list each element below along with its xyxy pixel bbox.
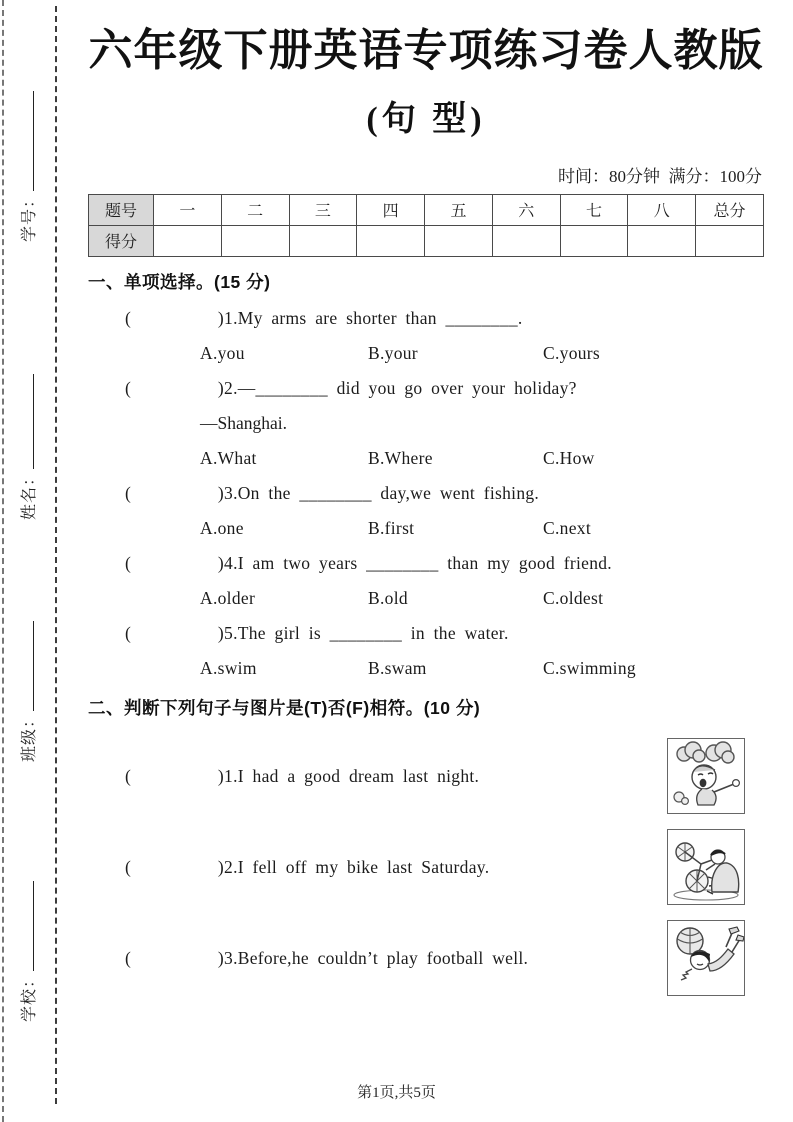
question-row-2 — [125, 377, 764, 399]
question-row-5 — [125, 622, 764, 644]
score-table-score-row — [89, 225, 764, 256]
tf-question-3 — [125, 947, 667, 969]
student-name-label: 姓名： — [21, 468, 38, 520]
class-label: 班级： — [21, 710, 38, 762]
student-id-field — [16, 91, 39, 242]
options-row-1 — [200, 342, 764, 364]
option-a: A.you — [200, 342, 245, 363]
class-field — [16, 621, 39, 762]
option-b: B.first — [368, 517, 415, 538]
option-c: C.oldest — [543, 587, 604, 608]
ball-boy-illustration — [667, 920, 745, 996]
question-text: 3.Before,he couldn’t play football well. — [224, 947, 529, 968]
tf-question-row-3 — [88, 919, 764, 997]
score-col-total: 总分 — [696, 194, 764, 225]
score-col-2: 二 — [221, 194, 289, 225]
options-row-2 — [200, 447, 764, 469]
score-cell — [696, 225, 764, 256]
score-cell — [357, 225, 425, 256]
score-col-8: 八 — [628, 194, 696, 225]
student-name-blank — [20, 374, 34, 469]
page-subtitle: (句 型) — [366, 100, 486, 138]
score-table — [88, 194, 764, 257]
option-a: A.one — [200, 517, 244, 538]
fold-dashed-line — [55, 6, 57, 1104]
bike-fall-illustration — [667, 829, 745, 905]
score-col-6: 六 — [492, 194, 560, 225]
tf-question-2 — [125, 856, 667, 878]
answer-bracket: ( ) — [125, 765, 225, 786]
school-field — [16, 881, 39, 1022]
left-edge-dashed-line — [2, 0, 4, 1122]
option-a: A.swim — [200, 657, 257, 678]
question-row-1 — [125, 307, 764, 329]
score-col-1: 一 — [154, 194, 222, 225]
question-text: 2.—________ did you go over your holiday? — [224, 377, 577, 398]
student-id-blank — [20, 91, 34, 191]
score-cell — [425, 225, 493, 256]
options-row-5 — [200, 657, 764, 679]
question-text: 2.I fell off my bike last Saturday. — [224, 856, 490, 877]
option-a: A.What — [200, 447, 257, 468]
paper-content — [88, 0, 764, 997]
option-b: B.swam — [368, 657, 427, 678]
student-id-label: 学号： — [21, 190, 38, 242]
score-row-label: 得分 — [89, 225, 154, 256]
score-table-corner: 题号 — [89, 194, 154, 225]
answer-bracket: ( ) — [125, 622, 225, 643]
score-cell — [560, 225, 628, 256]
answer-bracket: ( ) — [125, 482, 225, 503]
school-label: 学校： — [21, 970, 38, 1022]
school-blank — [20, 881, 34, 971]
question-text: 4.I am two years ________ than my good friend. — [224, 552, 612, 573]
option-c: C.next — [543, 517, 591, 538]
options-row-4 — [200, 587, 764, 609]
score-cell — [154, 225, 222, 256]
answer-bracket: ( ) — [125, 856, 225, 877]
section2-heading: 二、判断下列句子与图片是(T)否(F)相符。(10 分) — [88, 697, 481, 718]
score-table-header-row — [89, 194, 764, 225]
score-col-4: 四 — [357, 194, 425, 225]
question-row-4 — [125, 552, 764, 574]
option-a: A.older — [200, 587, 256, 608]
question-text: 5.The girl is ________ in the water. — [224, 622, 509, 643]
option-b: B.old — [368, 587, 408, 608]
question-2-reply: —Shanghai. — [200, 412, 288, 433]
option-c: C.yours — [543, 342, 601, 363]
page-title: 六年级下册英语专项练习卷人教版 — [88, 26, 764, 75]
score-cell — [221, 225, 289, 256]
option-c: C.swimming — [543, 657, 636, 678]
tf-question-row-1 — [88, 737, 764, 815]
page-number: 第1页,共5页 — [357, 1085, 436, 1101]
answer-bracket: ( ) — [125, 377, 225, 398]
question-text: 1.I had a good dream last night. — [224, 765, 480, 786]
score-cell — [492, 225, 560, 256]
score-col-5: 五 — [425, 194, 493, 225]
class-blank — [20, 621, 34, 711]
nightmare-illustration — [667, 738, 745, 814]
section1-heading: 一、单项选择。(15 分) — [88, 271, 271, 292]
option-c: C.How — [543, 447, 595, 468]
score-col-3: 三 — [289, 194, 357, 225]
score-col-7: 七 — [560, 194, 628, 225]
option-b: B.Where — [368, 447, 433, 468]
score-cell — [628, 225, 696, 256]
student-name-field — [16, 374, 39, 520]
tf-question-row-2 — [88, 828, 764, 906]
question-text: 3.On the ________ day,we went fishing. — [224, 482, 540, 503]
exam-time-score-info: 时间：80分钟 满分：100分 — [558, 166, 762, 186]
question-text: 1.My arms are shorter than ________. — [224, 307, 523, 328]
tf-question-1 — [125, 765, 667, 787]
answer-bracket: ( ) — [125, 947, 225, 968]
answer-bracket: ( ) — [125, 307, 225, 328]
option-b: B.your — [368, 342, 418, 363]
answer-bracket: ( ) — [125, 552, 225, 573]
options-row-3 — [200, 517, 764, 539]
score-cell — [289, 225, 357, 256]
question-row-3 — [125, 482, 764, 504]
